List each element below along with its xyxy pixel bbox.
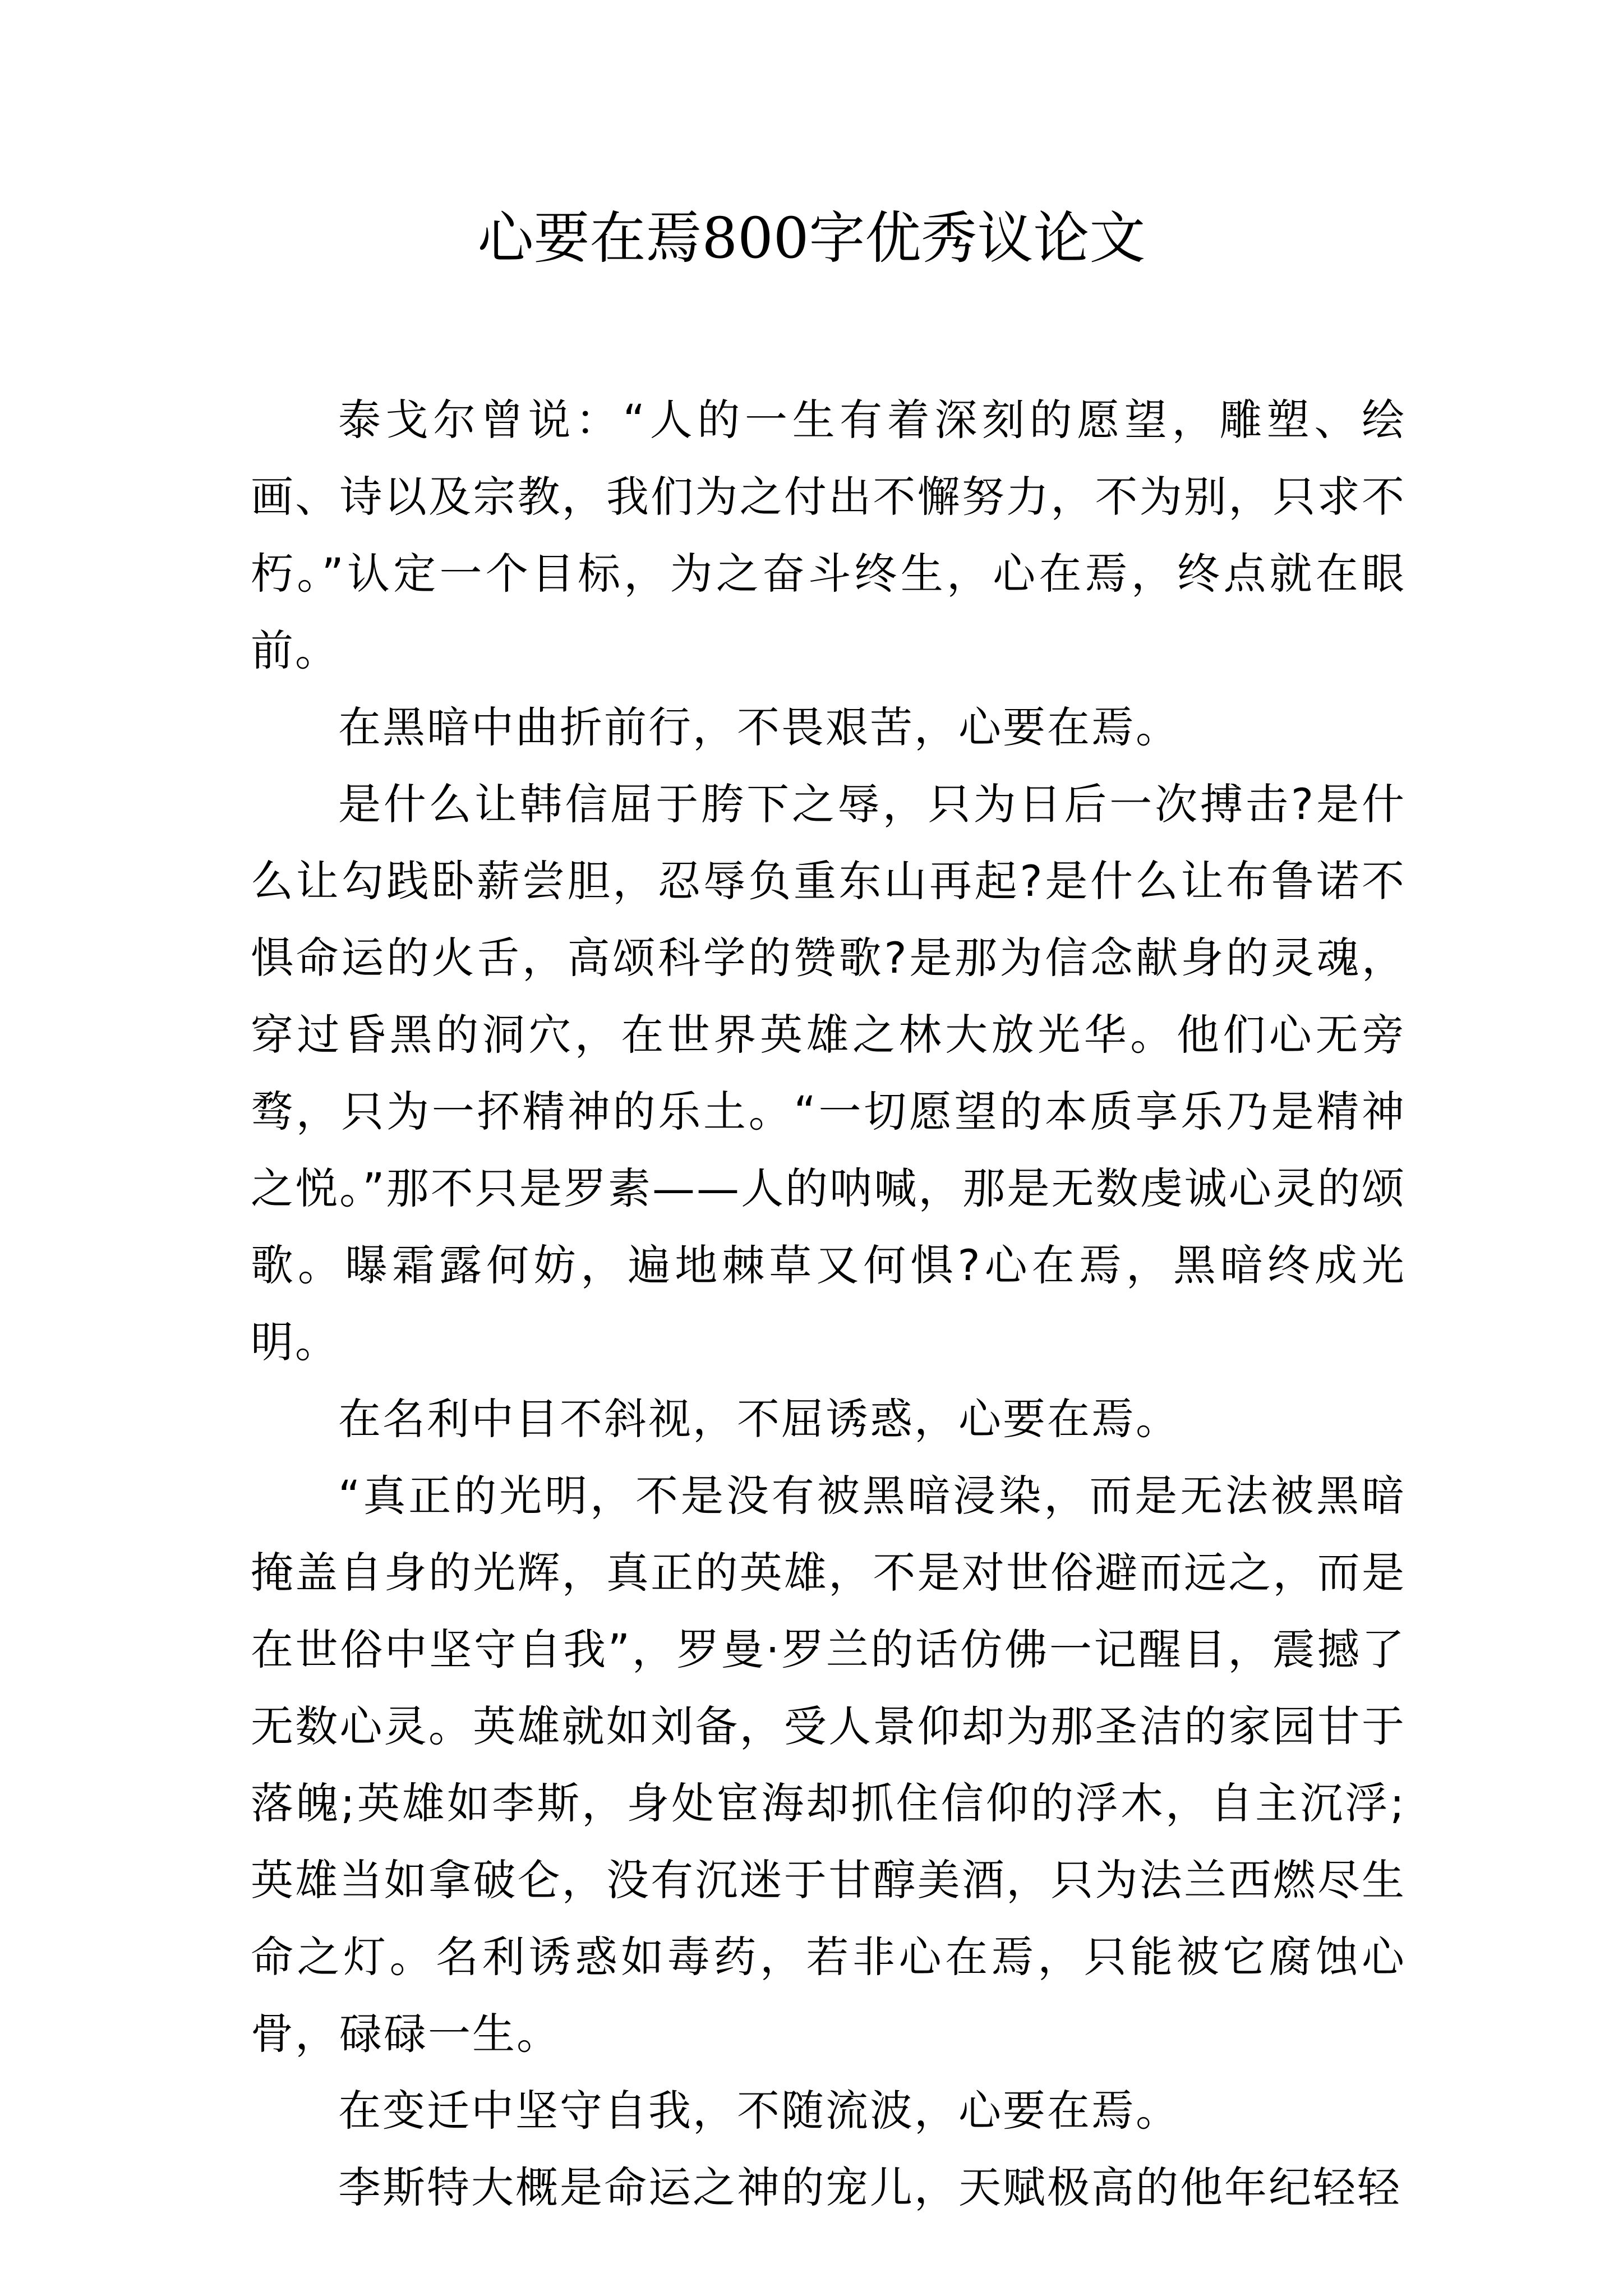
paragraph: 在名利中目不斜视，不屈诱惑，心要在焉。 <box>338 1394 1180 1444</box>
paragraph: 在变迁中坚守自我，不随流波，心要在焉。 <box>338 2086 1180 2136</box>
paragraph: 在黑暗中曲折前行，不畏艰苦，心要在焉。 <box>338 702 1180 752</box>
paragraph: “真正的光明，不是没有被黑暗浸染，而是无法被黑暗掩盖自身的光辉，真正的英雄，不是对世俗避而远之，而是在世俗中坚守自我”，罗曼·罗兰的话仿佛一记醒目，震撼了无数心灵。英雄就如刘备，受人景仰却为那圣洁的家园甘于落魄;英雄如李斯，身处宦海却抓住信仰的浮木，自主沉浮;英雄当如拿破仑，没有沉迷于甘醇美酒，只为法兰西燃尽生命之灯。名利诱惑如毒药，若非心在焉，只能被它腐蚀心骨，碌碌一生。 <box>251 1471 1406 2059</box>
paragraph: 李斯特大概是命运之神的宠儿，天赋极高的他年纪轻轻 <box>338 2162 1401 2212</box>
document-body <box>251 381 1406 2226</box>
paragraph: 是什么让韩信屈于胯下之辱，只为日后一次搏击?是什么让勾践卧薪尝胆，忍辱负重东山再起?是什么让布鲁诺不惧命运的火舌，高颂科学的赞歌?是那为信念献身的灵魂，穿过昏黑的洞穴，在世界英雄之林大放光华。他们心无旁骛，只为一抔精神的乐土。“一切愿望的本质享乐乃是精神之悦。”那不只是罗素——人的呐喊，那是无数虔诚心灵的颂歌。曝霜露何妨，遍地棘草又何惧?心在焉，黑暗终成光明。 <box>251 779 1406 1367</box>
document-title: 心要在焉800字优秀议论文 <box>477 205 1146 271</box>
paragraph: 泰戈尔曾说：“人的一生有着深刻的愿望，雕塑、绘画、诗以及宗教，我们为之付出不懈努力，不为别，只求不朽。”认定一个目标，为之奋斗终生，心在焉，终点就在眼前。 <box>251 395 1406 675</box>
